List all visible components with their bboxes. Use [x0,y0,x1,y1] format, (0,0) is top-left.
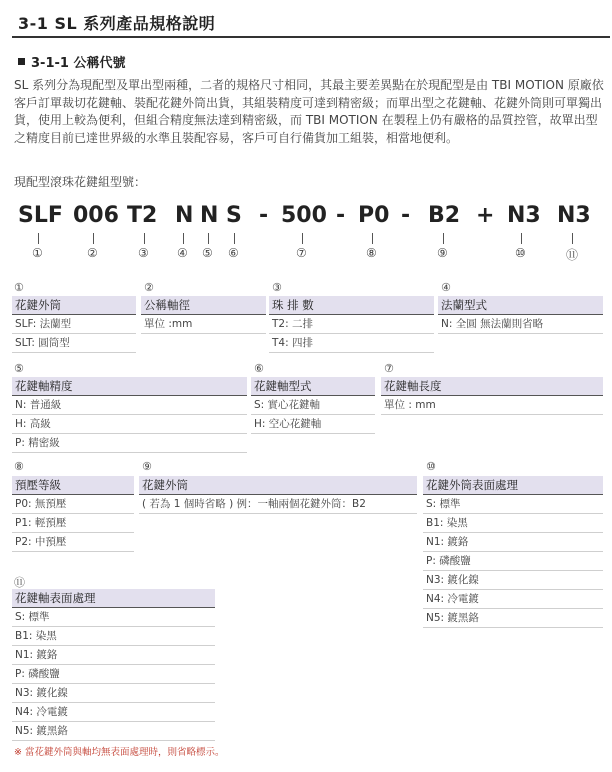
code-segment: N3 [557,203,591,228]
code-tick [443,233,444,244]
table-row: N3: 鍍化鎳 [423,571,603,590]
table-row: T2: 二排 [269,315,434,334]
group-number: ③ [272,281,282,294]
table-row: B1: 染黑 [423,514,603,533]
table-row: S: 標準 [12,608,215,627]
code-segment: S [226,203,242,228]
table-header: 花鍵軸表面處理 [12,589,215,608]
group-number: ⑥ [254,362,264,375]
code-segment: N [200,203,219,228]
table-row: SLT: 圓筒型 [12,334,136,353]
group-number: ⑦ [384,362,394,375]
table-row: P0: 無預壓 [12,495,134,514]
code-segment: B2 [428,203,461,228]
code-tick [302,233,303,244]
code-separator: - [401,203,411,228]
table-header: 花鍵外筒 [12,296,136,315]
code-number: ⑪ [566,248,579,262]
subtitle-text: 3-1-1 公稱代號 [31,56,126,71]
table-row: SLF: 法蘭型 [12,315,136,334]
code-segment: N3 [507,203,541,228]
code-tick [208,233,209,244]
spec-table-preload [12,476,134,552]
code-number: ⑤ [202,246,213,260]
table-row: N5: 鍍黑鉻 [12,722,215,741]
square-bullet-icon [18,58,25,65]
table-header: 花鍵軸精度 [12,377,247,396]
table-row: N1: 鍍鉻 [12,646,215,665]
table-row: S: 實心花鍵軸 [251,396,375,415]
table-row: H: 空心花鍵軸 [251,415,375,434]
table-row: N: 全圓 無法蘭則省略 [438,315,603,334]
code-separator: + [476,203,495,228]
group-number: ⑪ [14,576,25,589]
page-title: 3-1 SL 系列產品規格說明 [18,14,216,33]
spec-table-shaft-accuracy [12,377,247,453]
code-tick [38,233,39,244]
spec-table-outer-sleeve [12,296,136,353]
code-tick [93,233,94,244]
model-label: 現配型滾珠花鍵組型號： [14,175,147,189]
code-segment: SLF [18,203,63,228]
spec-table-sleeve-count [139,476,417,514]
table-row: P1: 輕預壓 [12,514,134,533]
spec-table-flange-type [438,296,603,334]
code-segment: P0 [358,203,390,228]
table-header: 預壓等級 [12,476,134,495]
table-row: P2: 中預壓 [12,533,134,552]
title-rule [12,36,610,38]
code-number: ⑩ [515,246,526,260]
spec-table-sleeve-surface [423,476,603,628]
group-number: ⑨ [142,460,152,473]
spec-table-shaft-type [251,377,375,434]
code-segment: 500 [281,203,327,228]
table-header: 花鍵外筒 [139,476,417,495]
code-number: ⑨ [437,246,448,260]
table-row: S: 標準 [423,495,603,514]
spec-table-nominal-diameter [141,296,266,334]
spec-table-shaft-surface [12,589,215,741]
table-row: P: 磷酸鹽 [12,665,215,684]
code-tick [372,233,373,244]
code-separator: - [259,203,269,228]
group-number: ⑤ [14,362,24,375]
code-number: ③ [138,246,149,260]
footnote: ※ 當花鍵外筒與軸均無表面處理時，則省略標示。 [14,747,225,758]
description-paragraph: SL 系列分為現配型及單出型兩種，二者的規格尺寸相同，其最主要差異點在於現配型是由 TBI MOTION 原廠依客戶訂單裁切花鍵軸、裝配花鍵外筒出貨，其組裝精度可達到精密級；而單出型之花鍵軸、花鍵外筒則可單獨出貨，使用上較為便利，但組合精度無法達到精密級，而 TBI MOTION 在製程上仍有嚴格的品質控管，故單出型之精度目前已達世界級的水準且裝配容易，客戶可自行備貨加工組裝，相當地便利。 [14,78,604,145]
code-segment: 006 [73,203,119,228]
table-row: H: 高級 [12,415,247,434]
code-segment: N [175,203,194,228]
code-separator: - [336,203,346,228]
table-header: 花鍵軸型式 [251,377,375,396]
code-tick [521,233,522,244]
table-row: P: 磷酸鹽 [423,552,603,571]
table-row: P: 精密級 [12,434,247,453]
code-number: ⑧ [366,246,377,260]
code-number: ⑥ [228,246,239,260]
code-number: ① [32,246,43,260]
group-number: ② [144,281,154,294]
table-row: N1: 鍍鉻 [423,533,603,552]
table-row: 單位 : mm [381,396,603,415]
group-number: ④ [441,281,451,294]
spec-table-shaft-length [381,377,603,415]
table-header: 公稱軸徑 [141,296,266,315]
table-header: 珠 排 數 [269,296,434,315]
table-row: N: 普通級 [12,396,247,415]
table-row: N4: 冷電鍍 [423,590,603,609]
group-number: ⑧ [14,460,24,473]
table-row: ( 若為 1 個時省略 ) 例：一軸兩個花鍵外筒：B2 [139,495,417,514]
table-row: T4: 四排 [269,334,434,353]
code-number: ④ [177,246,188,260]
table-header: 法蘭型式 [438,296,603,315]
code-segment: T2 [127,203,158,228]
table-row: B1: 染黑 [12,627,215,646]
code-tick [234,233,235,244]
code-tick [572,233,573,244]
spec-table-ball-rows [269,296,434,353]
code-tick [144,233,145,244]
code-tick [183,233,184,244]
section-subtitle [18,52,125,71]
code-number: ⑦ [296,246,307,260]
code-number: ② [87,246,98,260]
table-row: 單位 :mm [141,315,266,334]
group-number: ⑩ [426,460,436,473]
table-row: N3: 鍍化鎳 [12,684,215,703]
table-header: 花鍵軸長度 [381,377,603,396]
group-number: ① [14,281,24,294]
table-header: 花鍵外筒表面處理 [423,476,603,495]
table-row: N5: 鍍黑鉻 [423,609,603,628]
table-row: N4: 冷電鍍 [12,703,215,722]
